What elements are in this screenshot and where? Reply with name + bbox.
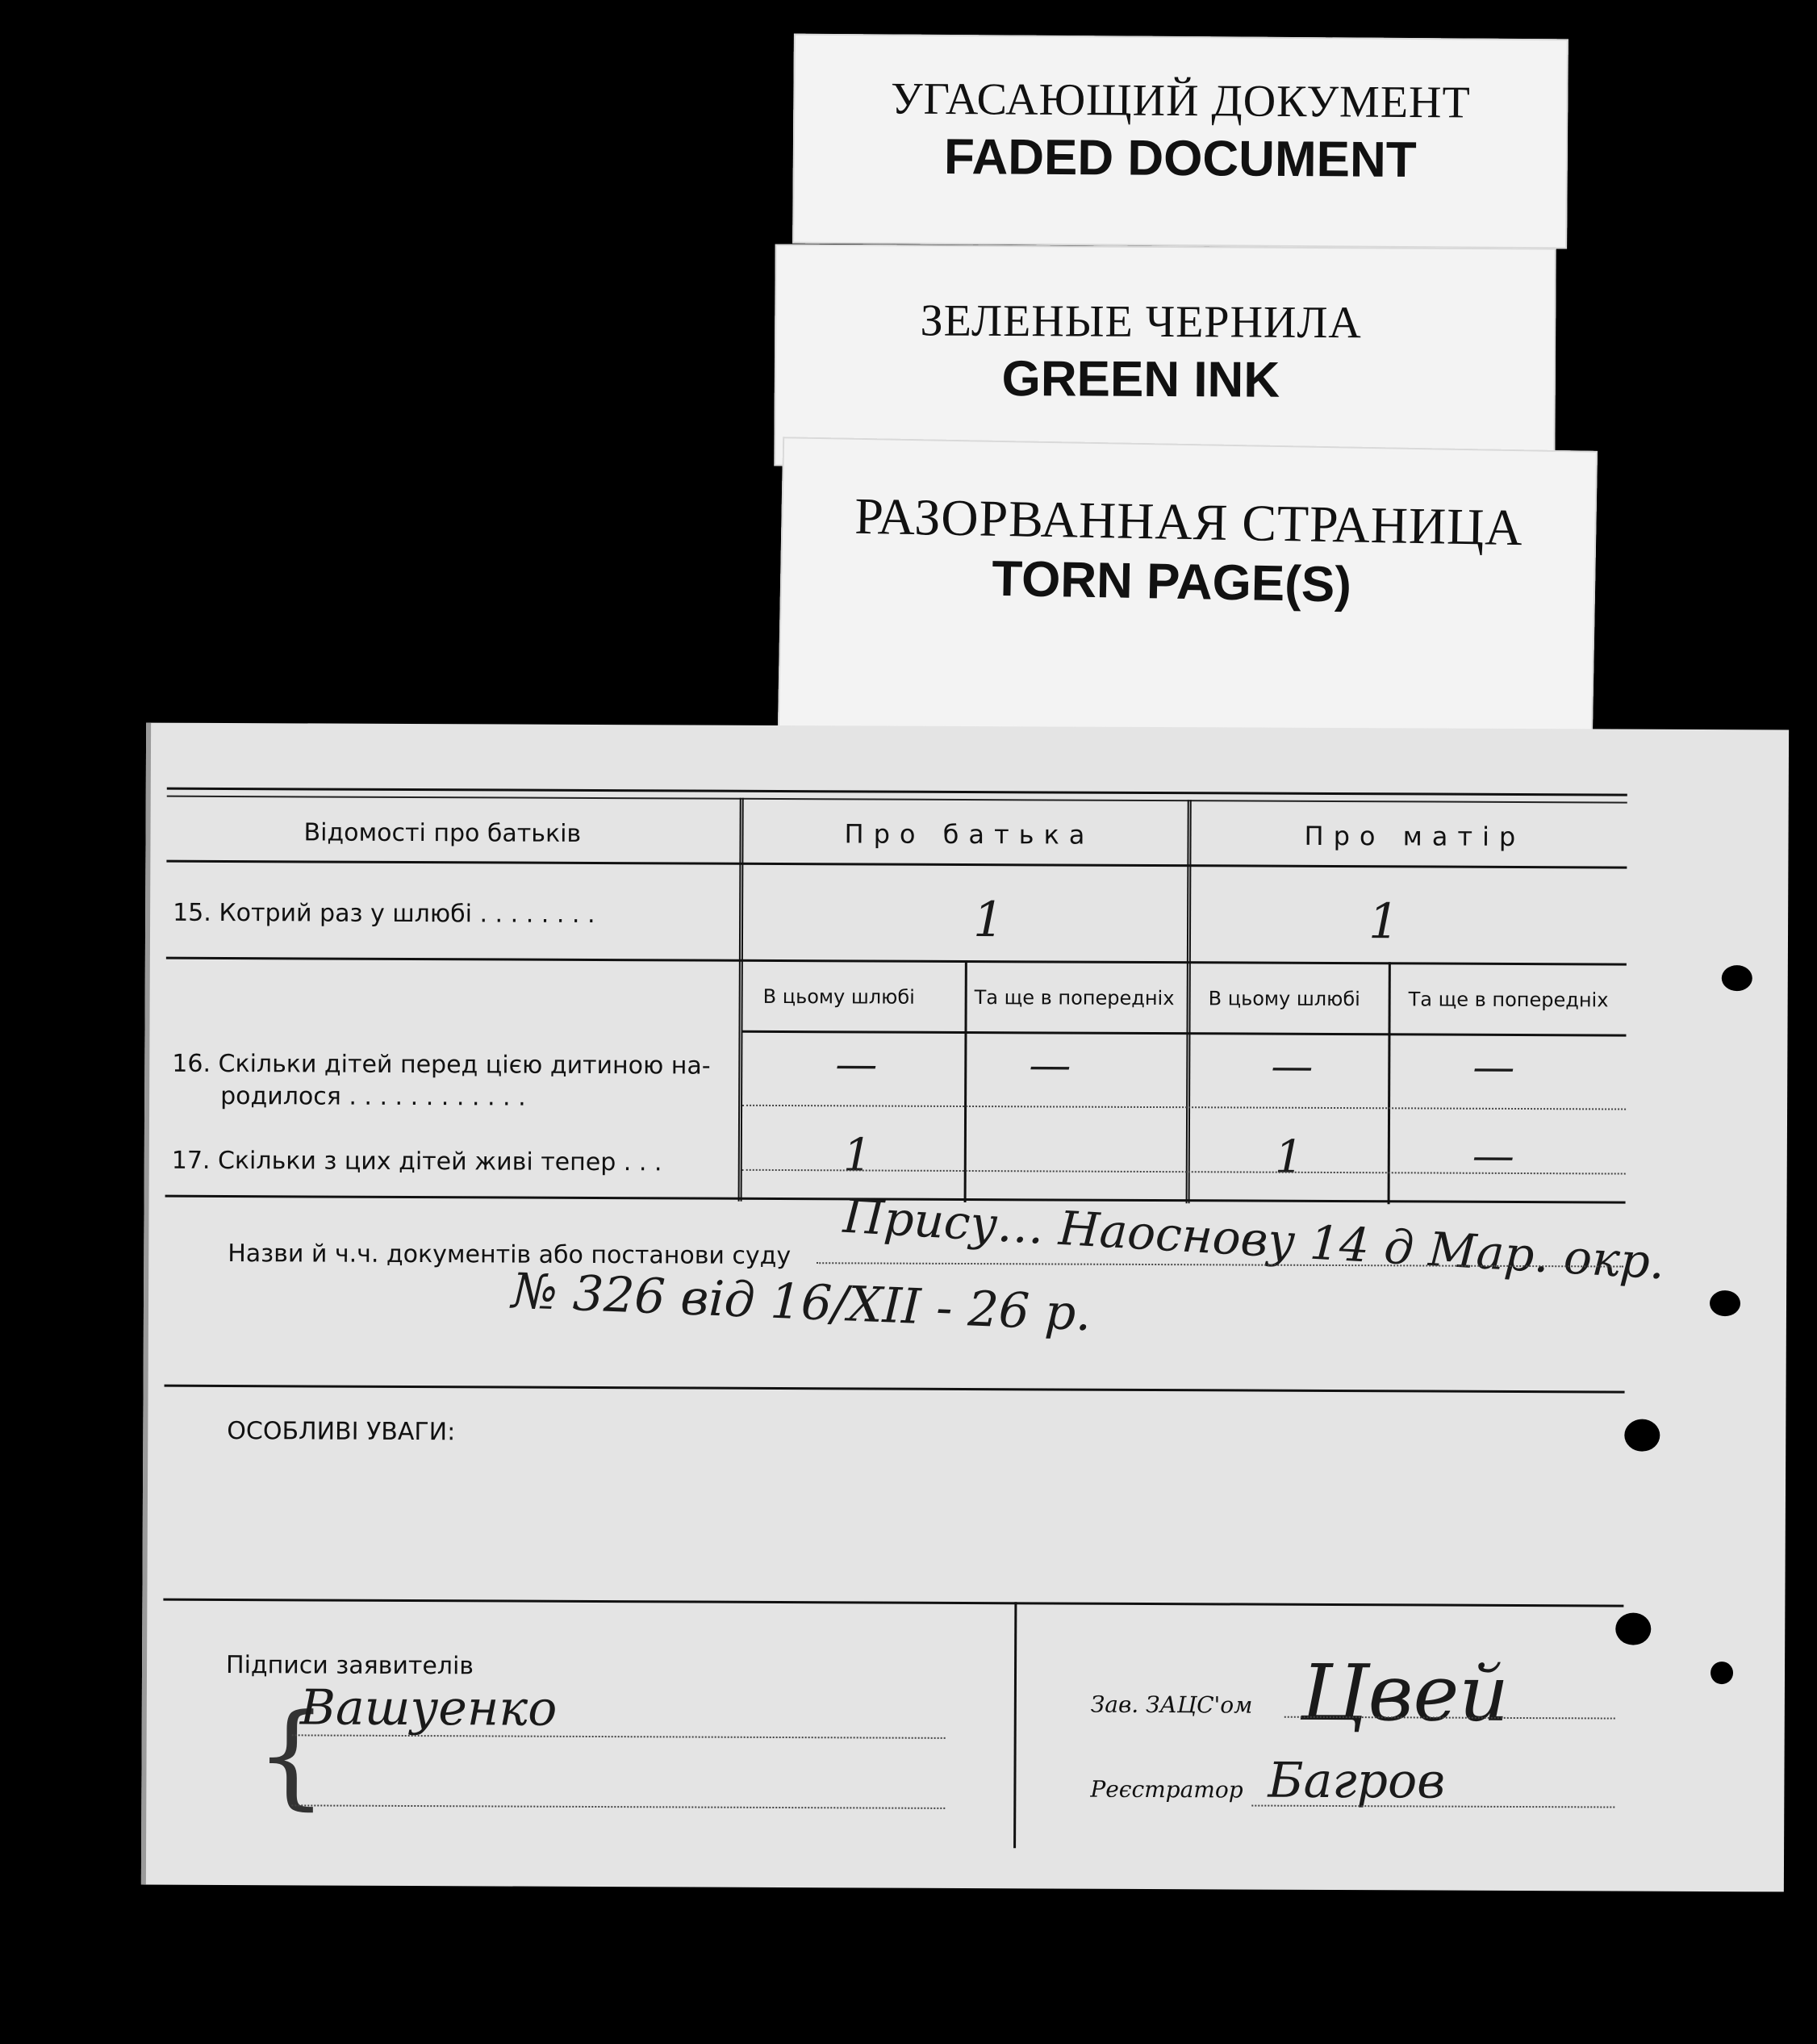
- row-16-father-this: —: [835, 1040, 878, 1089]
- header-mother: Про матір: [1304, 820, 1526, 853]
- green-ink-en: GREEN INK: [1001, 350, 1280, 408]
- subheader-father-this: В цьому шлюбі: [762, 984, 915, 1009]
- row-17-mother-prev: —: [1472, 1131, 1514, 1181]
- head-label: Зав. ЗАЦС'ом: [1090, 1691, 1253, 1719]
- row-16-mother-this: —: [1271, 1042, 1314, 1091]
- applicant-line-2: [291, 1804, 945, 1809]
- faded-document-ru: УГАСАЮЩИЙ ДОКУМЕНТ: [890, 73, 1471, 128]
- header-rule: [166, 860, 1627, 869]
- row-17-label: 17. Скільки з цих дітей живі тепер . . .: [171, 1146, 662, 1177]
- punch-hole-4: [1615, 1613, 1651, 1645]
- col-divider-1: [738, 798, 744, 1202]
- row-16-label-2: родилося . . . . . . . . . . . .: [220, 1081, 526, 1112]
- col-divider-father: [964, 960, 967, 1202]
- header-info: Відомості про батьків: [303, 818, 582, 848]
- row-15-rule: [166, 957, 1627, 966]
- special-notes-label: ОСОБЛИВІ УВАГИ:: [227, 1417, 456, 1447]
- punch-hole-5: [1710, 1662, 1733, 1684]
- faded-document-en: FADED DOCUMENT: [943, 128, 1417, 189]
- subheader-mother-this: В цьому шлюбі: [1208, 987, 1360, 1011]
- row-17-mother-this: 1: [1274, 1131, 1304, 1184]
- special-rule: [163, 1599, 1623, 1607]
- registrar-handwriting: Багров: [1268, 1752, 1446, 1810]
- green-ink-ru: ЗЕЛЕНЫЕ ЧЕРНИЛА: [920, 295, 1363, 349]
- row-16-label-1: 16. Скільки дітей перед цією дитиною на-: [172, 1049, 711, 1081]
- top-rule: [167, 788, 1627, 796]
- applicant-line-1: [292, 1734, 946, 1739]
- col-divider-mother: [1388, 962, 1391, 1204]
- torn-page-card: [778, 437, 1598, 742]
- row-16-mother-prev: —: [1472, 1043, 1515, 1092]
- applicants-brace: {: [255, 1690, 328, 1822]
- signature-divider: [1013, 1602, 1017, 1848]
- row-15-father-value: 1: [972, 892, 1005, 949]
- punch-hole-1: [1722, 965, 1752, 991]
- registry-form: [141, 723, 1789, 1892]
- header-father: Про батька: [844, 818, 1095, 851]
- subheader-mother-prev: Та ще в попередніх: [1408, 988, 1609, 1012]
- row-17-father-this: 1: [842, 1129, 872, 1182]
- punch-hole-2: [1710, 1290, 1740, 1316]
- row-15-label: 15. Котрий раз у шлюбі . . . . . . . .: [173, 898, 595, 929]
- documents-handwriting-2: № 326 від 16/XII - 26 р.: [510, 1263, 1092, 1343]
- row-16-father-prev: —: [1029, 1041, 1071, 1090]
- documents-rule: [165, 1385, 1625, 1394]
- torn-page-ru: РАЗОРВАННАЯ СТРАНИЦА: [854, 487, 1524, 557]
- torn-page-en: TORN PAGE(S): [991, 550, 1352, 613]
- faded-document-card: [792, 34, 1568, 249]
- row-16-dotted: [742, 1105, 1626, 1110]
- green-ink-card: [774, 244, 1556, 470]
- col-divider-2: [1186, 800, 1192, 1203]
- registrar-label: Реєстратор: [1090, 1775, 1243, 1804]
- punch-hole-3: [1624, 1419, 1660, 1452]
- top-rule-2: [167, 796, 1627, 804]
- applicant-handwriting: Вашуенко: [299, 1679, 558, 1737]
- documents-label: Назви й ч.ч. документів або постанови суду: [228, 1239, 792, 1271]
- row-15-mother-value: 1: [1368, 893, 1400, 951]
- head-handwriting: Цвей: [1300, 1647, 1510, 1739]
- subheader-father-prev: Та ще в попередніх: [974, 986, 1175, 1010]
- documents-handwriting-1: Прису… Наоснову 14 д Мар. окр.: [842, 1188, 1667, 1290]
- applicants-label: Підписи заявителів: [225, 1651, 474, 1681]
- subheader-rule: [742, 1030, 1626, 1037]
